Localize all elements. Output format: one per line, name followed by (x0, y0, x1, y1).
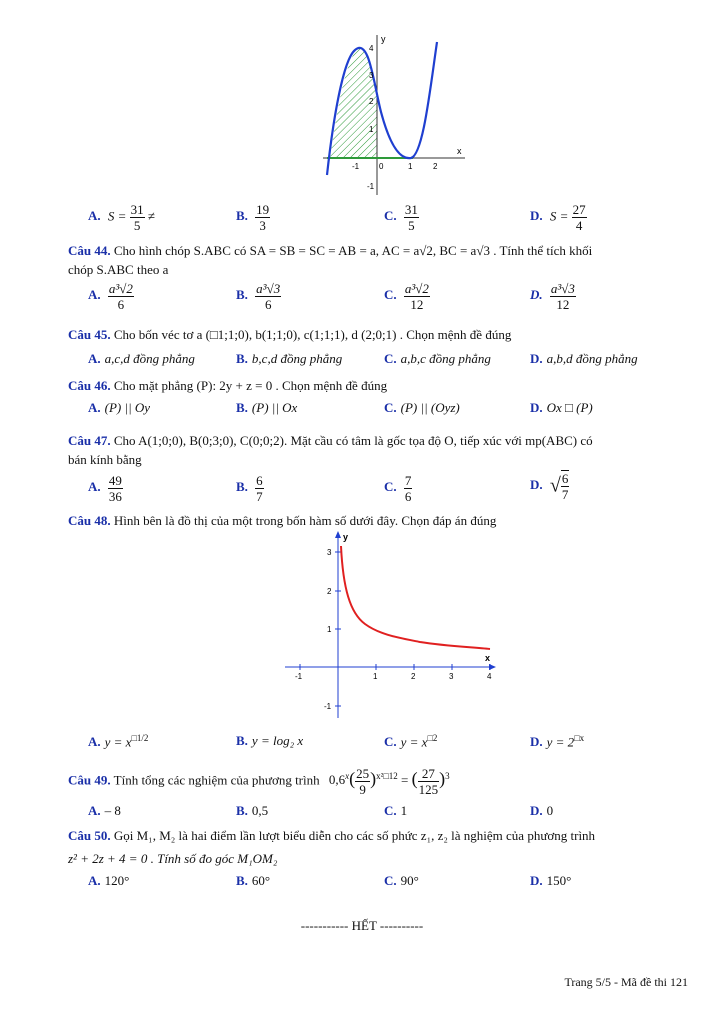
q45-answer-a[interactable]: A. a,c,d đồng phẳng (88, 351, 195, 366)
y-tick: 2 (369, 97, 374, 106)
q44-answer-a[interactable]: A. $\frac{\text{a³√2}}{6}$ (88, 281, 133, 312)
q44-answer-b[interactable]: B. $\frac{\text{a³√3}}{6}$ (236, 281, 281, 312)
y-tick: 3 (369, 71, 374, 80)
q44-answer-c[interactable]: C. $\frac{\text{a³√2}}{12}$ (384, 281, 429, 312)
y-tick: 1 (369, 125, 374, 134)
q46-answer-c[interactable]: C. (P) || (Oyz) (384, 400, 460, 415)
sqrt-icon: √ (549, 474, 561, 497)
y-tick: 2 (327, 587, 332, 596)
q45-answer-c[interactable]: C. a,b,c đồng phẳng (384, 351, 491, 366)
q48-answer-a[interactable]: A. $y = x^{□1/2}$ (88, 733, 149, 750)
q47-answer-a[interactable]: A. $\frac{49}{36}$ (88, 473, 122, 504)
q47-answer-c[interactable]: C. $\frac{7}{6}$ (384, 473, 412, 504)
question-44: Câu 44. Cho hình chóp S.ABC có SA = SB = SC = AB = a, AC = a√2, BC = a√3 . Tính thể tích khối chóp S.ABC theo a (68, 243, 593, 277)
q46-answer-b[interactable]: B. (P) || Ox (236, 400, 298, 415)
q47-answer-b[interactable]: B. $\frac{6}{7}$ (236, 473, 263, 504)
x-tick: -1 (295, 672, 303, 681)
q43-answer-b[interactable]: B. $\frac{19}{3}$ (236, 202, 270, 233)
q45-answer-d[interactable]: D. a,b,d đồng phẳng (530, 351, 638, 366)
q43-answer-c[interactable]: C. $\frac{31}{5}$ (384, 202, 418, 233)
q43-answer-a[interactable]: A. S = $\frac{31}{5}$ ≠ (88, 202, 156, 233)
q48-answer-b[interactable]: B. y = log₂ x (236, 733, 304, 748)
y-tick: 4 (369, 44, 374, 53)
q49-answer-d[interactable]: D. 0 (530, 803, 554, 818)
end-marker: ----------- HẾT ---------- (300, 918, 424, 933)
question-45: Câu 45. Cho bốn véc tơ a (□1;1;0), b(1;1;0), c(1;1;1), d (2;0;1) . Chọn mệnh đề đúng (68, 327, 512, 342)
x-axis-label: x (485, 653, 491, 663)
page-footer: Trang 5/5 - Mã đề thi 121 (564, 975, 688, 989)
q50-answer-b[interactable]: B. 60° (236, 873, 271, 888)
y-tick: 1 (327, 625, 332, 634)
question-49: Câu 49. Tính tổng các nghiệm của phương trình 0,6$^x$( $\frac{25}{9}$ )$^{x^2□12}$ = ( $\frac{27}{125}$ )$^3$ (68, 766, 450, 797)
question-47: Câu 47. Cho A(1;0;0), B(0;3;0), C(0;0;2). Mặt cầu có tâm là gốc tọa độ O, tiếp xúc với mp(ABC) có bán kính bằng (68, 433, 593, 467)
x-tick: 0 (379, 162, 384, 171)
x-tick: 1 (408, 162, 413, 171)
y-tick: -1 (324, 702, 332, 711)
x-tick: 2 (411, 672, 416, 681)
q48-answer-c[interactable]: C. $y = x^{□2}$ (384, 733, 438, 750)
q49-answer-b[interactable]: B. 0,5 (236, 803, 269, 818)
question-50: Câu 50. Gọi M₁, M₂ là hai điểm lần lượt biểu diễn cho các số phức z₁, z₂ là nghiệm của phương trình z² + 2z + 4 = 0 . Tính số đo góc M₁OM₂ (68, 828, 596, 866)
q43-answer-d[interactable]: D. S = $\frac{27}{4}$ (530, 202, 586, 233)
q48-answer-d[interactable]: D. $y = 2^{□x}$ (530, 733, 585, 750)
x-axis-label: x (457, 146, 462, 156)
q47-answer-d[interactable]: D. √ $\frac{6}{7}$ (530, 471, 569, 502)
y-axis-label: y (343, 532, 349, 542)
question-48: Câu 48. Hình bên là đồ thị của một trong bốn hàm số dưới đây. Chọn đáp án đúng (68, 513, 497, 528)
q49-answer-c[interactable]: C. 1 (384, 803, 408, 818)
q46-answer-a[interactable]: A. (P) || Oy (88, 400, 151, 415)
q44-answer-d[interactable]: D. $\frac{\text{a³√3}}{12}$ (530, 281, 575, 312)
question-46: Câu 46. Cho mặt phẳng (P): 2y + z = 0 . Chọn mệnh đề đúng (68, 378, 388, 393)
area-graph (315, 30, 475, 200)
q50-answer-c[interactable]: C. 90° (384, 873, 419, 888)
q50-answer-a[interactable]: A. 120° (88, 873, 130, 888)
q46-answer-d[interactable]: D. Ox □ (P) (530, 400, 593, 415)
y-axis-label: y (381, 34, 386, 44)
x-tick: 4 (487, 672, 492, 681)
y-tick: 3 (327, 548, 332, 557)
x-tick: -1 (352, 162, 360, 171)
x-tick: 1 (373, 672, 378, 681)
function-graph (280, 528, 500, 723)
q45-answer-b[interactable]: B. b,c,d đồng phẳng (236, 351, 343, 366)
x-tick: 3 (449, 672, 454, 681)
q49-answer-a[interactable]: A. – 8 (88, 803, 121, 818)
y-tick: -1 (367, 182, 375, 191)
x-tick: 2 (433, 162, 438, 171)
q50-answer-d[interactable]: D. 150° (530, 873, 572, 888)
